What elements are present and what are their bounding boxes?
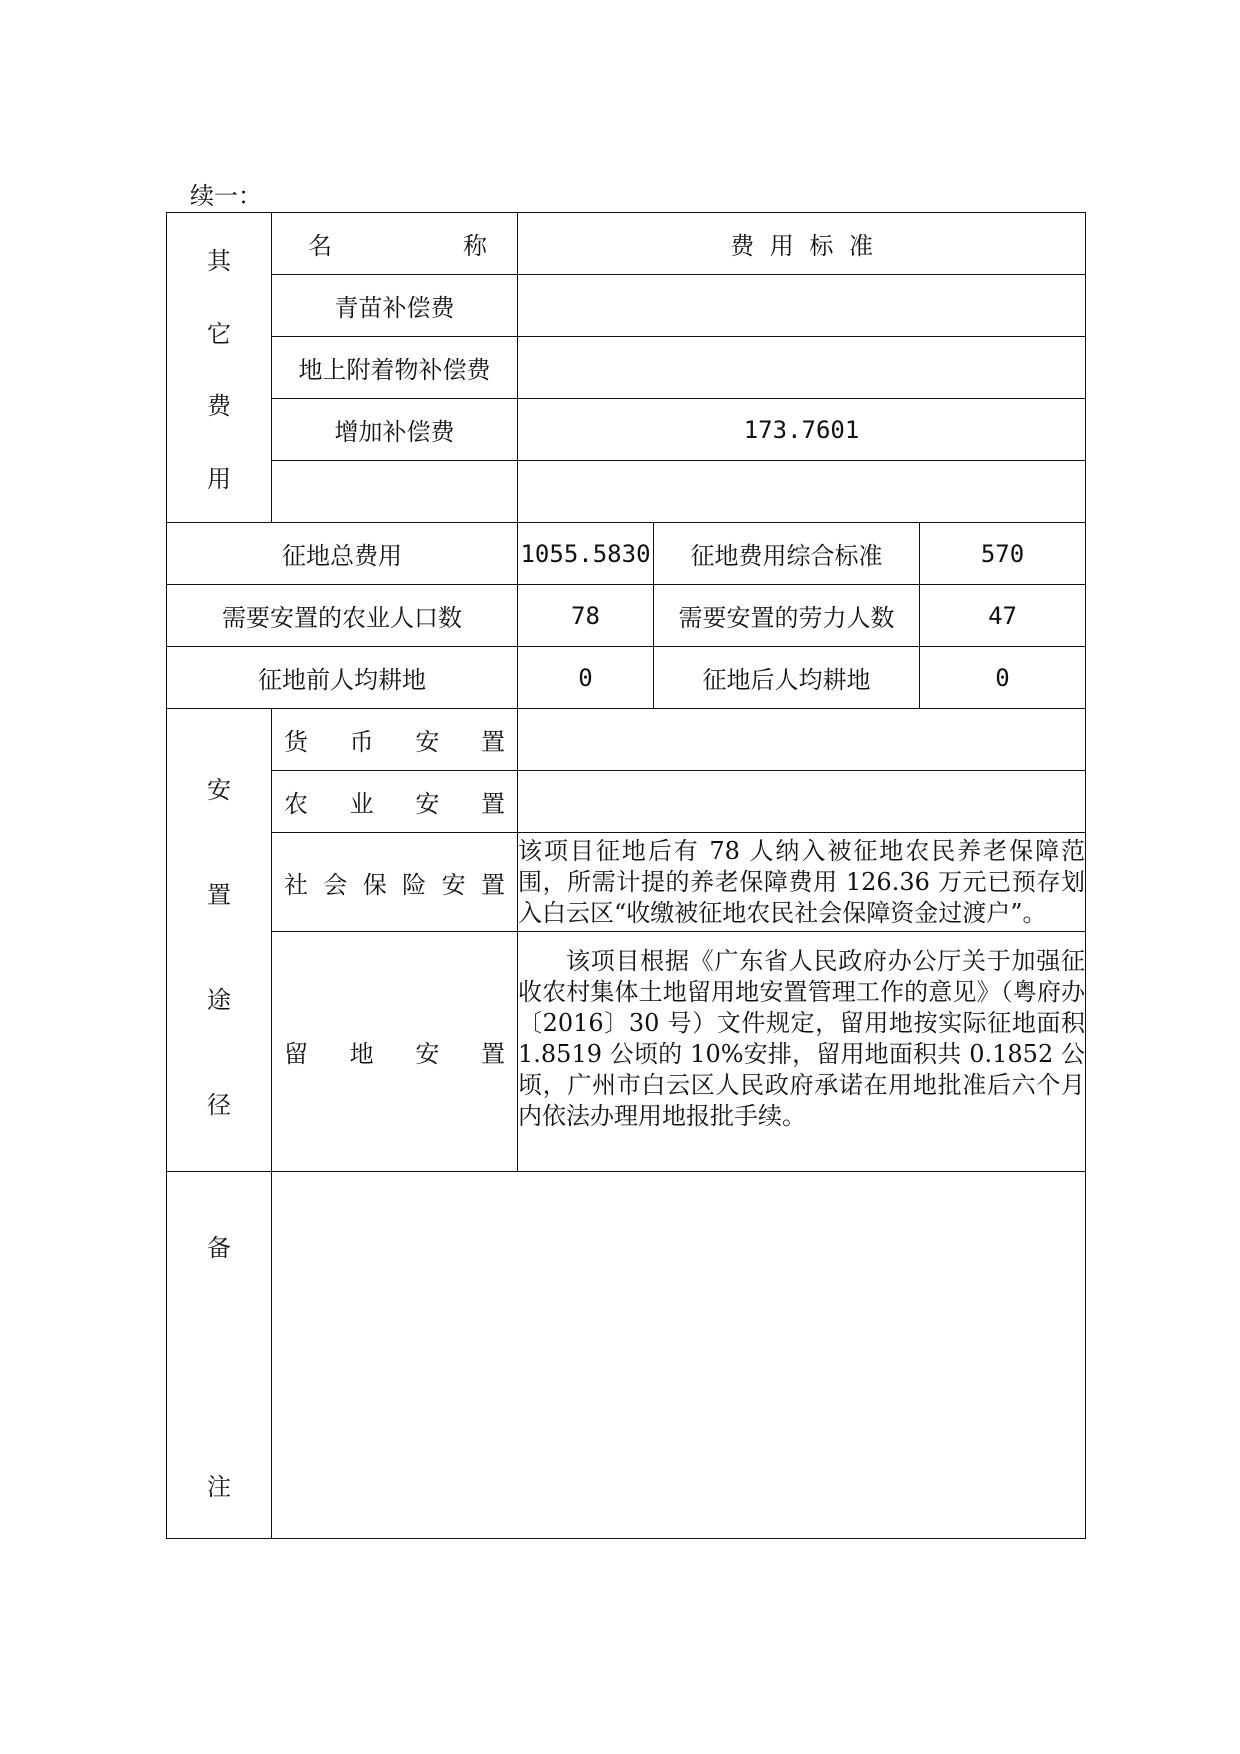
remarks-label bbox=[167, 1172, 272, 1539]
name-header-char: 称 bbox=[463, 232, 487, 260]
label-char: 留 bbox=[284, 1040, 308, 1068]
label-char: 地 bbox=[349, 1040, 374, 1068]
social-insurance-label bbox=[272, 833, 518, 932]
fee-name: 青苗补偿费 bbox=[272, 275, 518, 337]
farm-population-value: 78 bbox=[518, 585, 654, 647]
label-char: 币 bbox=[349, 728, 374, 756]
remarks-char: 备 bbox=[207, 1234, 231, 1262]
reserved-land-value: 该项目根据《广东省人民政府办公厅关于加强征收农村集体土地留用地安置管理工作的意见》（粤府办〔2016〕30 号）文件规定，留用地按实际征地面积 1.8519 公顷的 10%安排，留用地面积共 0.1852 公顷，广州市白云区人民政府承诺在用地批准后六个月内依法办理用地报批手续。 bbox=[518, 932, 1086, 1172]
social-insurance-value: 该项目征地后有 78 人纳入被征地农民养老保障范围，所需计提的养老保障费用 126.36 万元已预存划入白云区“收缴被征地农民社会保障资金过渡户”。 bbox=[518, 833, 1086, 932]
farmland-after-label: 征地后人均耕地 bbox=[654, 647, 920, 709]
continue-label: 续一： bbox=[190, 182, 262, 210]
group-char: 置 bbox=[207, 881, 231, 909]
labor-value: 47 bbox=[920, 585, 1086, 647]
group-char: 安 bbox=[207, 776, 231, 804]
label-char: 农 bbox=[284, 790, 308, 818]
standard-header: 费 用 标 准 bbox=[518, 213, 1086, 275]
farmland-before-value: 0 bbox=[518, 647, 654, 709]
fee-name bbox=[272, 461, 518, 523]
group-char: 途 bbox=[207, 986, 231, 1014]
reserved-land-label bbox=[272, 932, 518, 1172]
label-char: 安 bbox=[441, 870, 466, 899]
group-char: 用 bbox=[207, 464, 231, 493]
group-char: 其 bbox=[207, 247, 231, 276]
farm-population-label: 需要安置的农业人口数 bbox=[167, 585, 518, 647]
standard-label: 征地费用综合标准 bbox=[654, 523, 920, 585]
group-char: 费 bbox=[207, 392, 231, 421]
resettlement-group-label bbox=[167, 709, 272, 1172]
fee-value: 173.7601 bbox=[518, 399, 1086, 461]
land-acquisition-form bbox=[166, 212, 1086, 1539]
fee-name: 地上附着物补偿费 bbox=[272, 337, 518, 399]
label-char: 安 bbox=[415, 728, 440, 756]
label-char: 险 bbox=[402, 870, 427, 899]
standard-value: 570 bbox=[920, 523, 1086, 585]
label-char: 货 bbox=[284, 728, 308, 756]
agricultural-value bbox=[518, 771, 1086, 833]
group-char: 径 bbox=[207, 1091, 231, 1119]
monetary-value bbox=[518, 709, 1086, 771]
remarks-value bbox=[272, 1172, 1086, 1539]
label-char: 社 bbox=[284, 870, 308, 899]
label-char: 业 bbox=[349, 790, 374, 818]
labor-label: 需要安置的劳力人数 bbox=[654, 585, 920, 647]
fee-value bbox=[518, 461, 1086, 523]
total-cost-label: 征地总费用 bbox=[167, 523, 518, 585]
monetary-label bbox=[272, 709, 518, 771]
label-char: 置 bbox=[480, 790, 505, 818]
total-cost-value: 1055.5830 bbox=[518, 523, 654, 585]
remarks-char: 注 bbox=[207, 1473, 231, 1501]
name-header-char: 名 bbox=[308, 232, 332, 260]
label-char: 置 bbox=[480, 1040, 505, 1068]
other-fees-group-label bbox=[167, 213, 272, 523]
label-char: 置 bbox=[480, 870, 505, 899]
label-char: 会 bbox=[323, 870, 348, 899]
farmland-before-label: 征地前人均耕地 bbox=[167, 647, 518, 709]
farmland-after-value: 0 bbox=[920, 647, 1086, 709]
fee-value bbox=[518, 337, 1086, 399]
label-char: 置 bbox=[480, 728, 505, 756]
label-char: 保 bbox=[362, 870, 387, 899]
label-char: 安 bbox=[415, 1040, 440, 1068]
fee-value bbox=[518, 275, 1086, 337]
label-char: 安 bbox=[415, 790, 440, 818]
fee-name: 增加补偿费 bbox=[272, 399, 518, 461]
group-char: 它 bbox=[207, 319, 231, 348]
agricultural-label bbox=[272, 771, 518, 833]
name-header bbox=[272, 213, 518, 275]
